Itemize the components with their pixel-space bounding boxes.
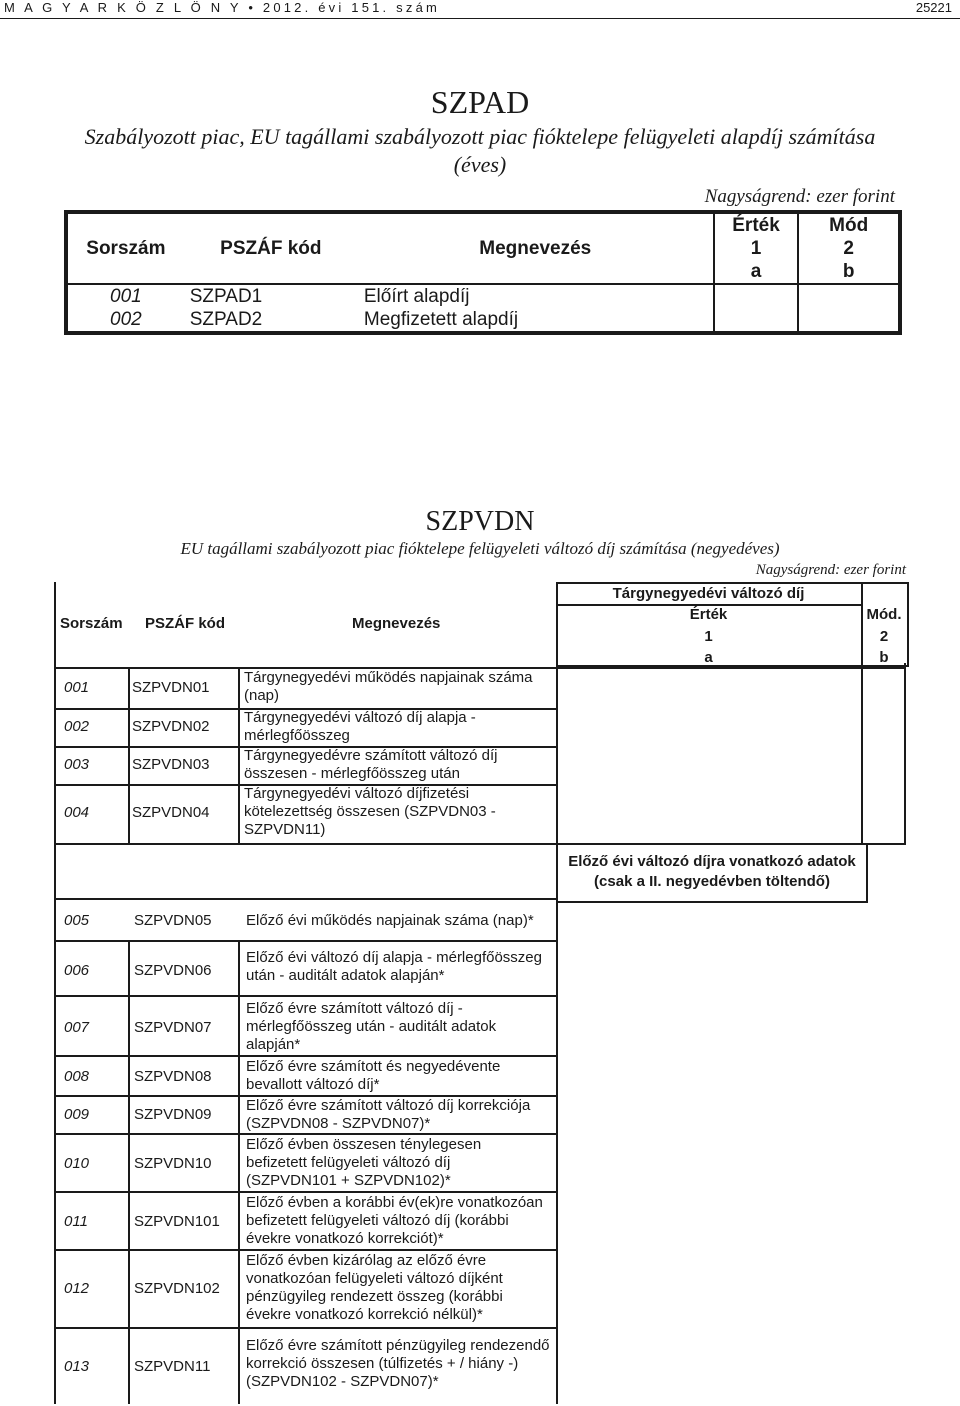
row-name: Előző évre számított és negyedévente bevallott változó díj* — [246, 1058, 501, 1093]
row-num: 003 — [64, 756, 90, 773]
szpad-row-name: Megfizetett alapdíj — [363, 308, 519, 330]
row-code: SZPVDN05 — [134, 912, 212, 929]
szpvdn-header-cola: a — [704, 649, 713, 666]
szpad-code-title: SZPAD — [430, 84, 530, 120]
row-num: 008 — [64, 1068, 90, 1085]
row-code: SZPVDN10 — [134, 1155, 212, 1172]
row-name: Előző évi változó díj alapja - mérlegfőösszeg után - auditált adatok alapján* — [246, 949, 542, 984]
row-name: Tárgynegyedévi működés napjainak száma (nap) — [244, 669, 533, 704]
row-code: SZPVDN101 — [134, 1213, 220, 1230]
szpvdn-header-megnevezes: Megnevezés — [352, 615, 441, 632]
szpvdn-code-title: SZPVDN — [425, 506, 535, 537]
table-row — [56, 746, 556, 784]
szpad-row-value[interactable] — [714, 284, 799, 308]
row-num: 011 — [64, 1213, 88, 1230]
szpvdn-header-col1: 1 — [704, 628, 713, 645]
header-rule — [0, 18, 960, 19]
col-divider — [861, 663, 863, 843]
journal-header: M A G Y A R K Ö Z L Ö N Y • 2012. évi 151. szám — [4, 0, 441, 15]
table-row — [56, 784, 556, 842]
value-cell[interactable] — [558, 710, 860, 745]
col-divider — [238, 940, 240, 1404]
szpad-header-megnevezes: Megnevezés — [479, 237, 592, 259]
table-row — [56, 1055, 556, 1097]
szpad-header-colb: b — [798, 260, 900, 284]
row-num: 012 — [64, 1280, 90, 1297]
szpvdn-title: EU tagállami szabályozott piac fióktelepe felügyeleti változó díj számítása (negyedéves) — [180, 539, 780, 558]
row-num: 010 — [64, 1155, 90, 1172]
row-num: 001 — [64, 679, 90, 696]
szpad-row-code: SZPAD1 — [189, 285, 263, 307]
prev-year-note: Előző évi változó díjra vonatkozó adatok (csak a II. negyedévben töltendő) — [568, 853, 856, 890]
szpad-row-code: SZPAD2 — [189, 308, 263, 330]
value-cell[interactable] — [558, 786, 860, 842]
table-row — [56, 1191, 556, 1251]
row-code: SZPVDN02 — [132, 718, 210, 735]
row-code: SZPVDN102 — [134, 1280, 220, 1297]
left-border — [54, 582, 56, 898]
szpad-header-sorszam: Sorszám — [86, 237, 166, 259]
row-name: Előző évre számított változó díj korrekciója (SZPVDN08 - SZPVDN07)* — [246, 1097, 531, 1132]
value-cell[interactable] — [558, 669, 860, 707]
szpad-period: (éves) — [453, 152, 507, 177]
table-row — [56, 667, 556, 709]
szpad-header-pszaf-kod: PSZÁF kód — [220, 237, 322, 259]
right-border — [904, 663, 906, 843]
col-divider — [238, 667, 240, 843]
szpad-header-mod: Mód — [798, 212, 900, 237]
table-row — [66, 284, 900, 308]
row-code: SZPVDN01 — [132, 679, 210, 696]
row-code: SZPVDN07 — [134, 1019, 212, 1036]
szpad-row-mod[interactable] — [798, 308, 900, 333]
row-name: Előző évre számított változó díj - mérlegfőösszeg után - auditált adatok alapján* — [246, 1000, 497, 1053]
szpvdn-magnitude: Nagyságrend: ezer forint — [755, 562, 906, 578]
table-row — [56, 900, 556, 940]
szpad-header-cola: a — [714, 260, 799, 284]
row-code: SZPVDN03 — [132, 756, 210, 773]
row-name: Tárgynegyedévi változó díjfizetési kötelezettség összesen (SZPVDN03 - SZPVDN11) — [244, 785, 496, 838]
szpvdn-header-col2: 2 — [879, 628, 889, 645]
row-num: 007 — [64, 1019, 90, 1036]
szpad-row-value[interactable] — [714, 308, 799, 333]
row-name: Előző évre számított pénzügyileg rendezendő korrekció összesen (túlfizetés + / hiány -) (SZPVDN102 - SZPVDN07)* — [246, 1337, 550, 1390]
row-name: Előző évi működés napjainak száma (nap)* — [246, 912, 534, 929]
table-row — [56, 940, 556, 997]
szpad-title: Szabályozott piac, EU tagállami szabályozott piac fióktelepe felügyeleti alapdíj számítása — [84, 124, 876, 149]
szpad-header-col2: 2 — [798, 237, 900, 260]
row-code: SZPVDN04 — [132, 804, 210, 821]
szpvdn-header-ertek: Érték — [689, 606, 728, 623]
row-name: Előző évben a korábbi év(ek)re vonatkozóan befizetett felügyeleti változó díj (korábbi évekre vonatkozó korrekciót)* — [246, 1194, 543, 1247]
szpvdn-header-mod: Mód. — [866, 606, 902, 623]
szpvdn-top-rows — [56, 667, 556, 842]
row-name: Tárgynegyedévre számított változó díj összesen - mérlegfőösszeg után — [244, 747, 498, 782]
row-code: SZPVDN06 — [134, 962, 212, 979]
table-row — [56, 708, 556, 746]
row-code: SZPVDN08 — [134, 1068, 212, 1085]
row-num: 013 — [64, 1358, 90, 1375]
table-row — [56, 1133, 556, 1193]
row-num: 005 — [64, 912, 90, 929]
szpad-row-name: Előírt alapdíj — [363, 285, 470, 307]
szpad-magnitude: Nagyságrend: ezer forint — [704, 186, 895, 207]
szpvdn-header-group: Tárgynegyedévi változó díj — [612, 585, 805, 602]
row-name: Tárgynegyedévi változó díj alapja - mérlegfőösszeg — [244, 709, 476, 744]
col-divider — [128, 667, 130, 843]
table-row — [66, 308, 900, 333]
col-divider — [128, 940, 130, 1404]
row-num: 009 — [64, 1106, 90, 1123]
table-row — [56, 1249, 556, 1329]
row-code: SZPVDN09 — [134, 1106, 212, 1123]
szpvdn-header-pszaf-kod: PSZÁF kód — [145, 615, 226, 632]
row-code: SZPVDN11 — [134, 1358, 211, 1375]
szpad-header-ertek: Érték — [714, 212, 799, 237]
value-cell[interactable] — [558, 748, 860, 783]
table-row — [56, 995, 556, 1057]
row-num: 002 — [64, 718, 90, 735]
szpad-header-col1: 1 — [714, 237, 799, 260]
table-row — [56, 1095, 556, 1135]
row-name: Előző évben kizárólag az előző évre vonatkozóan felügyeleti változó díjként pénzügyileg rendezett összeg (korábbi évekre vonatkozó korrekció nélkül)* — [246, 1252, 503, 1323]
row-num: 006 — [64, 962, 90, 979]
row-num: 004 — [64, 804, 90, 821]
szpvdn-header-sorszam: Sorszám — [60, 615, 123, 632]
page-number: 25221 — [915, 0, 952, 15]
szpad-table — [64, 210, 902, 335]
table-row — [56, 1327, 556, 1406]
szpad-row-mod[interactable] — [798, 284, 900, 308]
szpad-row-num: 002 — [110, 308, 142, 330]
szpvdn-header-colb: b — [879, 649, 889, 666]
szpad-row-num: 001 — [110, 285, 142, 307]
row-name: Előző évben összesen ténylegesen befizetett felügyeleti változó díj (SZPVDN101 + SZPVDN102)* — [246, 1136, 482, 1189]
